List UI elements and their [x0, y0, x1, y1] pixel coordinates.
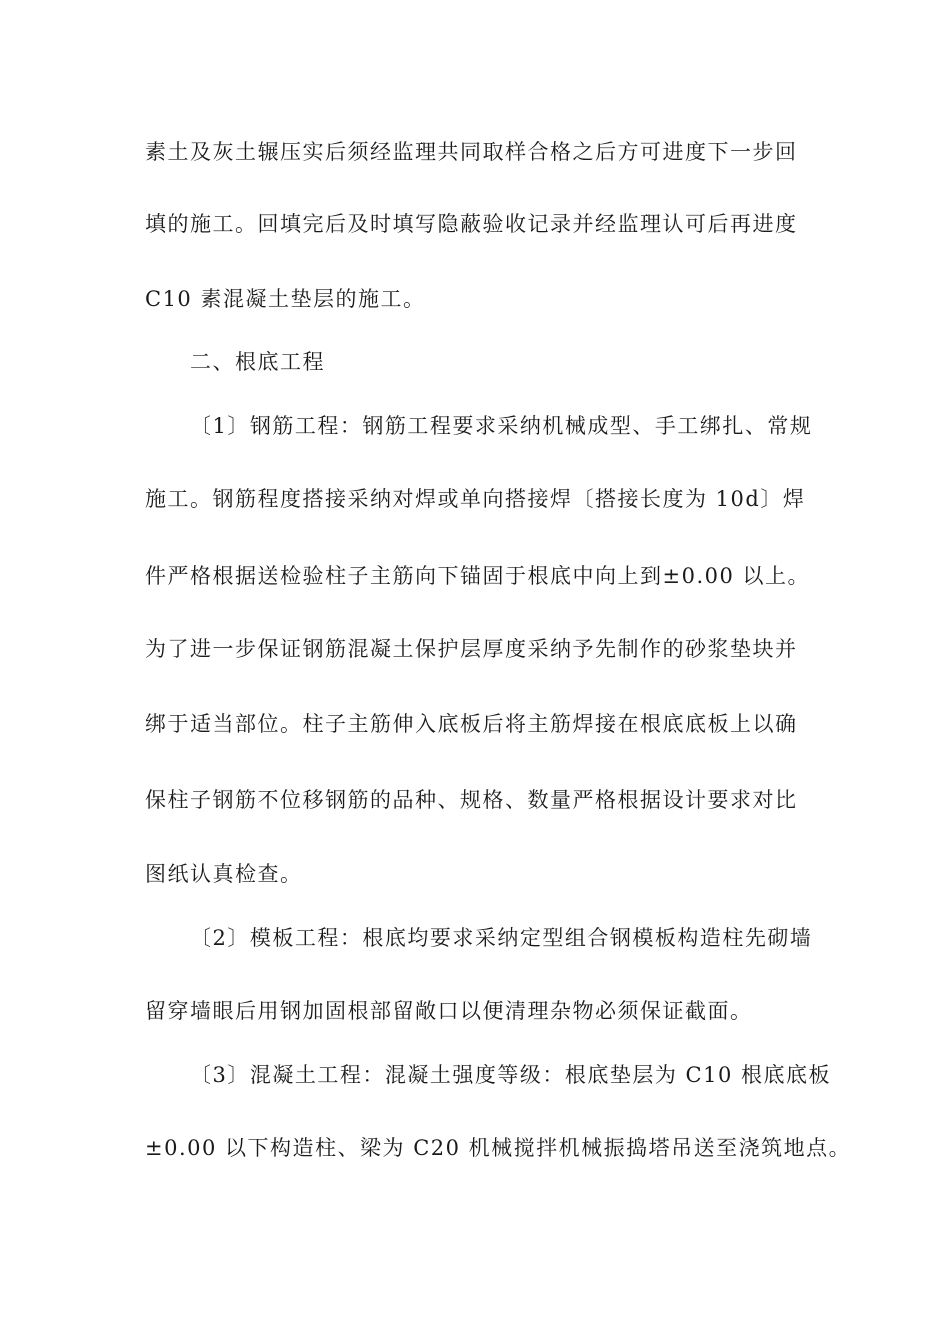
- section-heading: 二、根底工程: [190, 350, 325, 374]
- paragraph-line: 〔2〕模板工程：根底均要求采纳定型组合钢模板构造柱先砌墙: [190, 926, 813, 950]
- paragraph-line: 〔3〕混凝土工程：混凝土强度等级：根底垫层为 C10 根底底板: [190, 1063, 831, 1087]
- paragraph-line: 件严格根据送检验柱子主筋向下锚固于根底中向上到±0.00 以上。: [145, 564, 811, 588]
- paragraph-line: ±0.00 以下构造柱、梁为 C20 机械搅拌机械振捣塔吊送至浇筑地点。: [145, 1136, 852, 1160]
- paragraph-line: 图纸认真检查。: [145, 862, 303, 886]
- paragraph-line: C10 素混凝土垫层的施工。: [145, 287, 426, 311]
- paragraph-line: 填的施工。回填完后及时填写隐蔽验收记录并经监理认可后再进度: [145, 212, 798, 236]
- paragraph-line: 素土及灰土辗压实后须经监理共同取样合格之后方可进度下一步回: [145, 140, 798, 164]
- paragraph-line: 施工。钢筋程度搭接采纳对焊或单向搭接焊〔搭接长度为 10d〕焊: [145, 487, 806, 511]
- paragraph-line: 为了进一步保证钢筋混凝土保护层厚度采纳予先制作的砂浆垫块并: [145, 637, 798, 661]
- paragraph-line: 留穿墙眼后用钢加固根部留敞口以便清理杂物必须保证截面。: [145, 999, 753, 1023]
- paragraph-line: 保柱子钢筋不位移钢筋的品种、规格、数量严格根据设计要求对比: [145, 788, 798, 812]
- paragraph-line: 绑于适当部位。柱子主筋伸入底板后将主筋焊接在根底底板上以确: [145, 712, 798, 736]
- paragraph-line: 〔1〕钢筋工程：钢筋工程要求采纳机械成型、手工绑扎、常规: [190, 414, 813, 438]
